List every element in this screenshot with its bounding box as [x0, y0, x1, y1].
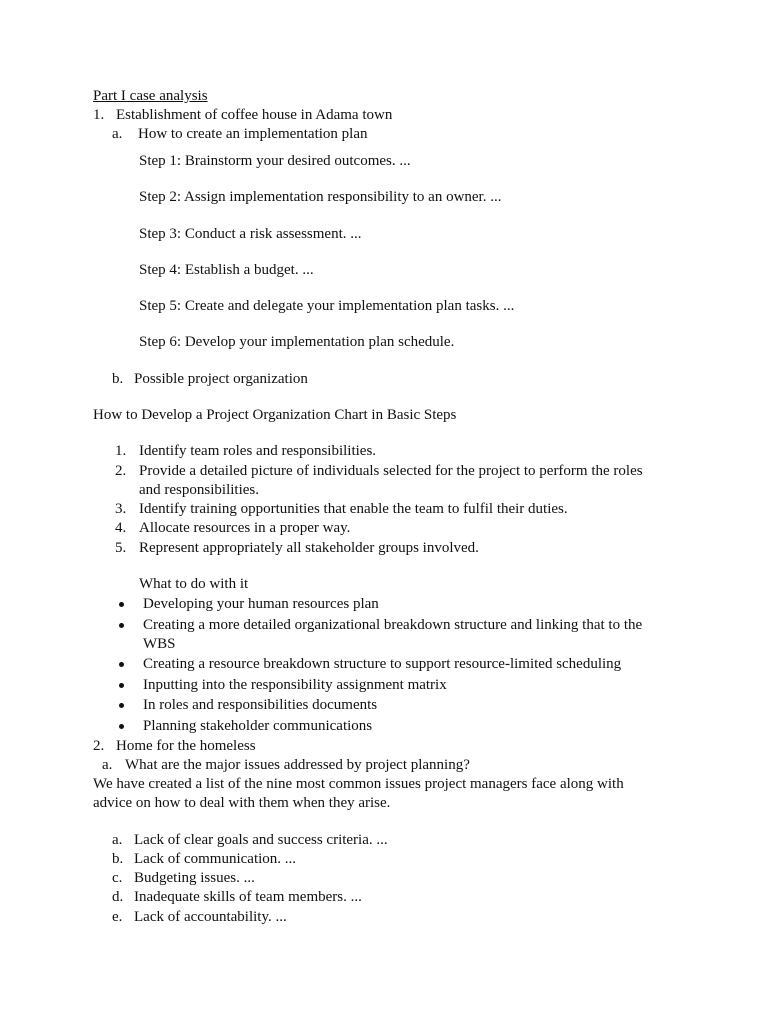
- bullet-item: Creating a more detailed organizational breakdown structure and linking that to the: [143, 617, 643, 633]
- step-item: Step 3: Conduct a risk assessment. ...: [139, 226, 362, 242]
- numbered-item-continuation: and responsibilities.: [139, 482, 259, 498]
- bullet-item: Planning stakeholder communications: [143, 718, 373, 734]
- step-item: Step 2: Assign implementation responsibility to an owner. ...: [139, 189, 502, 205]
- issue-item: Inadequate skills of team members. ...: [134, 889, 362, 905]
- numbered-marker: 5.: [115, 540, 127, 556]
- step-item: Step 1: Brainstorm your desired outcomes. ...: [139, 153, 411, 169]
- section-2a-question: What are the major issues addressed by project planning?: [125, 757, 470, 773]
- issue-item: Budgeting issues. ...: [134, 870, 255, 886]
- section-2-number: 2.: [93, 738, 105, 754]
- section-1a-marker: a.: [112, 126, 123, 142]
- intro-paragraph-line: advice on how to deal with them when they arise.: [93, 795, 391, 811]
- issue-marker: a.: [112, 832, 123, 848]
- bullet-dot: [119, 662, 124, 667]
- issue-marker: c.: [112, 870, 123, 886]
- part-title: Part I case analysis: [93, 88, 208, 104]
- numbered-item: Identify team roles and responsibilities.: [139, 443, 377, 459]
- step-item: Step 5: Create and delegate your implementation plan tasks. ...: [139, 298, 515, 314]
- numbered-item: Provide a detailed picture of individuals selected for the project to perform the roles: [139, 463, 643, 479]
- bullet-dot: [119, 602, 124, 607]
- issue-item: Lack of clear goals and success criteria. ...: [134, 832, 388, 848]
- issue-item: Lack of accountability. ...: [134, 909, 287, 925]
- section-1b-title: Possible project organization: [134, 371, 308, 387]
- numbered-marker: 3.: [115, 501, 127, 517]
- bullet-dot: [119, 623, 124, 628]
- bullet-item-continuation: WBS: [143, 636, 176, 652]
- issue-item: Lack of communication. ...: [134, 851, 297, 867]
- section-2-title: Home for the homeless: [116, 738, 256, 754]
- numbered-marker: 4.: [115, 520, 127, 536]
- section-1a-title: How to create an implementation plan: [138, 126, 368, 142]
- section-2a-marker: a.: [102, 757, 113, 773]
- bullet-dot: [119, 703, 124, 708]
- issue-marker: d.: [112, 889, 124, 905]
- bullet-dot: [119, 683, 124, 688]
- numbered-item: Represent appropriately all stakeholder groups involved.: [139, 540, 479, 556]
- bullet-dot: [119, 724, 124, 729]
- issue-marker: b.: [112, 851, 124, 867]
- step-item: Step 4: Establish a budget. ...: [139, 262, 314, 278]
- numbered-item: Allocate resources in a proper way.: [139, 520, 351, 536]
- issue-marker: e.: [112, 909, 123, 925]
- what-to-do-heading: What to do with it: [139, 576, 249, 592]
- step-item: Step 6: Develop your implementation plan schedule.: [139, 334, 455, 350]
- bullet-item: Creating a resource breakdown structure to support resource-limited scheduling: [143, 656, 622, 672]
- section-1-number: 1.: [93, 107, 105, 123]
- chart-heading: How to Develop a Project Organization Chart in Basic Steps: [93, 407, 457, 423]
- numbered-marker: 2.: [115, 463, 127, 479]
- numbered-item: Identify training opportunities that enable the team to fulfil their duties.: [139, 501, 568, 517]
- bullet-item: Inputting into the responsibility assignment matrix: [143, 677, 447, 693]
- numbered-marker: 1.: [115, 443, 127, 459]
- section-1b-marker: b.: [112, 371, 124, 387]
- section-1-title: Establishment of coffee house in Adama town: [116, 107, 393, 123]
- intro-paragraph-line: We have created a list of the nine most common issues project managers face along with: [93, 776, 624, 792]
- bullet-item: In roles and responsibilities documents: [143, 697, 378, 713]
- bullet-item: Developing your human resources plan: [143, 596, 379, 612]
